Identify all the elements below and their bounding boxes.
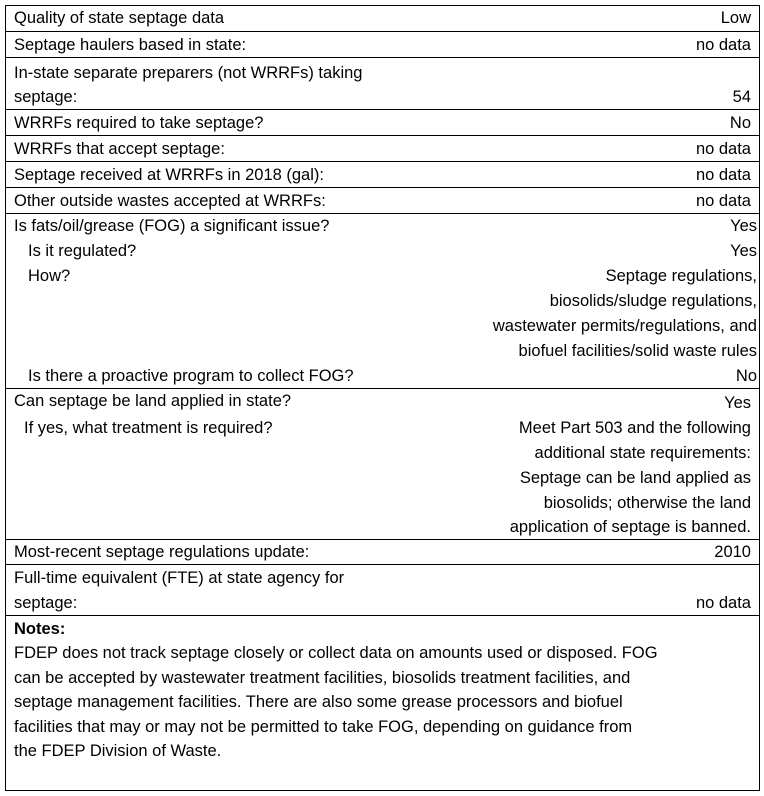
land-treatment-label: If yes, what treatment is required?	[24, 419, 273, 437]
fog-value: Yes	[730, 217, 757, 235]
notes-line: FDEP does not track septage closely or collect data on amounts used or disposed. FOG	[14, 644, 658, 662]
notes-line: septage management facilities. There are also some grease processors and biofuel	[14, 693, 623, 711]
wrrf-required-label: WRRFs required to take septage?	[14, 114, 264, 132]
fte-label-line1: Full-time equivalent (FTE) at state agency for	[14, 569, 345, 587]
preparers-value: 54	[732, 88, 751, 106]
land-treatment-line: application of septage is banned.	[509, 518, 751, 536]
row-wrrf-accept	[5, 135, 760, 161]
fog-label: Is fats/oil/grease (FOG) a significant issue?	[14, 217, 330, 235]
other-wastes-label: Other outside wastes accepted at WRRFs:	[14, 192, 326, 210]
haulers-label: Septage haulers based in state:	[14, 36, 247, 54]
row-fog	[5, 213, 760, 388]
row-fte	[5, 564, 760, 615]
fog-how-line: Septage regulations,	[605, 267, 757, 285]
preparers-label-line1: In-state separate preparers (not WRRFs) taking	[14, 64, 363, 82]
quality-value: Low	[720, 9, 751, 27]
quality-label: Quality of state septage data	[14, 9, 225, 27]
received-label: Septage received at WRRFs in 2018 (gal):	[14, 166, 324, 184]
fog-regulated-value: Yes	[730, 242, 757, 260]
fog-program-label: Is there a proactive program to collect FOG?	[28, 367, 354, 385]
land-label: Can septage be land applied in state?	[14, 392, 292, 410]
notes-body	[14, 641, 749, 764]
fog-program-value: No	[735, 367, 757, 385]
wrrf-accept-label: WRRFs that accept septage:	[14, 140, 225, 158]
wrrf-accept-value: no data	[695, 140, 751, 158]
land-treatment-line: Meet Part 503 and the following	[518, 419, 751, 437]
fte-value: no data	[695, 594, 751, 612]
notes-line: facilities that may or may not be permitted to take FOG, depending on guidance from	[14, 717, 633, 736]
row-haulers	[5, 31, 760, 57]
table-bottom-border	[5, 790, 760, 791]
land-treatment-line: Septage can be land applied as	[519, 469, 751, 487]
row-regulations-update	[5, 539, 760, 564]
fog-regulated-label: Is it regulated?	[28, 242, 137, 260]
update-value: 2010	[714, 543, 751, 561]
row-land-application	[5, 388, 760, 539]
row-wrrf-required	[5, 109, 760, 135]
land-treatment-line: biosolids; otherwise the land	[543, 494, 751, 512]
notes-section	[5, 615, 760, 791]
fog-how-line: biofuel facilities/solid waste rules	[518, 342, 757, 360]
received-value: no data	[695, 166, 751, 184]
fte-label-line2: septage:	[14, 594, 78, 612]
haulers-value: no data	[695, 36, 751, 54]
land-value: Yes	[724, 394, 751, 412]
row-other-wastes	[5, 187, 760, 213]
fog-how-line: wastewater permits/regulations, and	[492, 317, 757, 335]
row-preparers	[5, 57, 760, 109]
row-septage-received	[5, 161, 760, 187]
preparers-label-line2: septage:	[14, 88, 78, 106]
land-treatment-line: additional state requirements:	[534, 444, 751, 462]
fog-how-label: How?	[28, 267, 71, 285]
notes-title: Notes:	[14, 620, 66, 638]
notes-line: can be accepted by wastewater treatment facilities, biosolids treatment facilities, and	[14, 668, 631, 687]
fog-how-line: biosolids/sludge regulations,	[549, 292, 757, 310]
notes-line: the FDEP Division of Waste.	[14, 742, 222, 760]
update-label: Most-recent septage regulations update:	[14, 543, 310, 561]
other-wastes-value: no data	[695, 192, 751, 210]
wrrf-required-value: No	[729, 114, 751, 132]
row-quality	[5, 5, 760, 31]
